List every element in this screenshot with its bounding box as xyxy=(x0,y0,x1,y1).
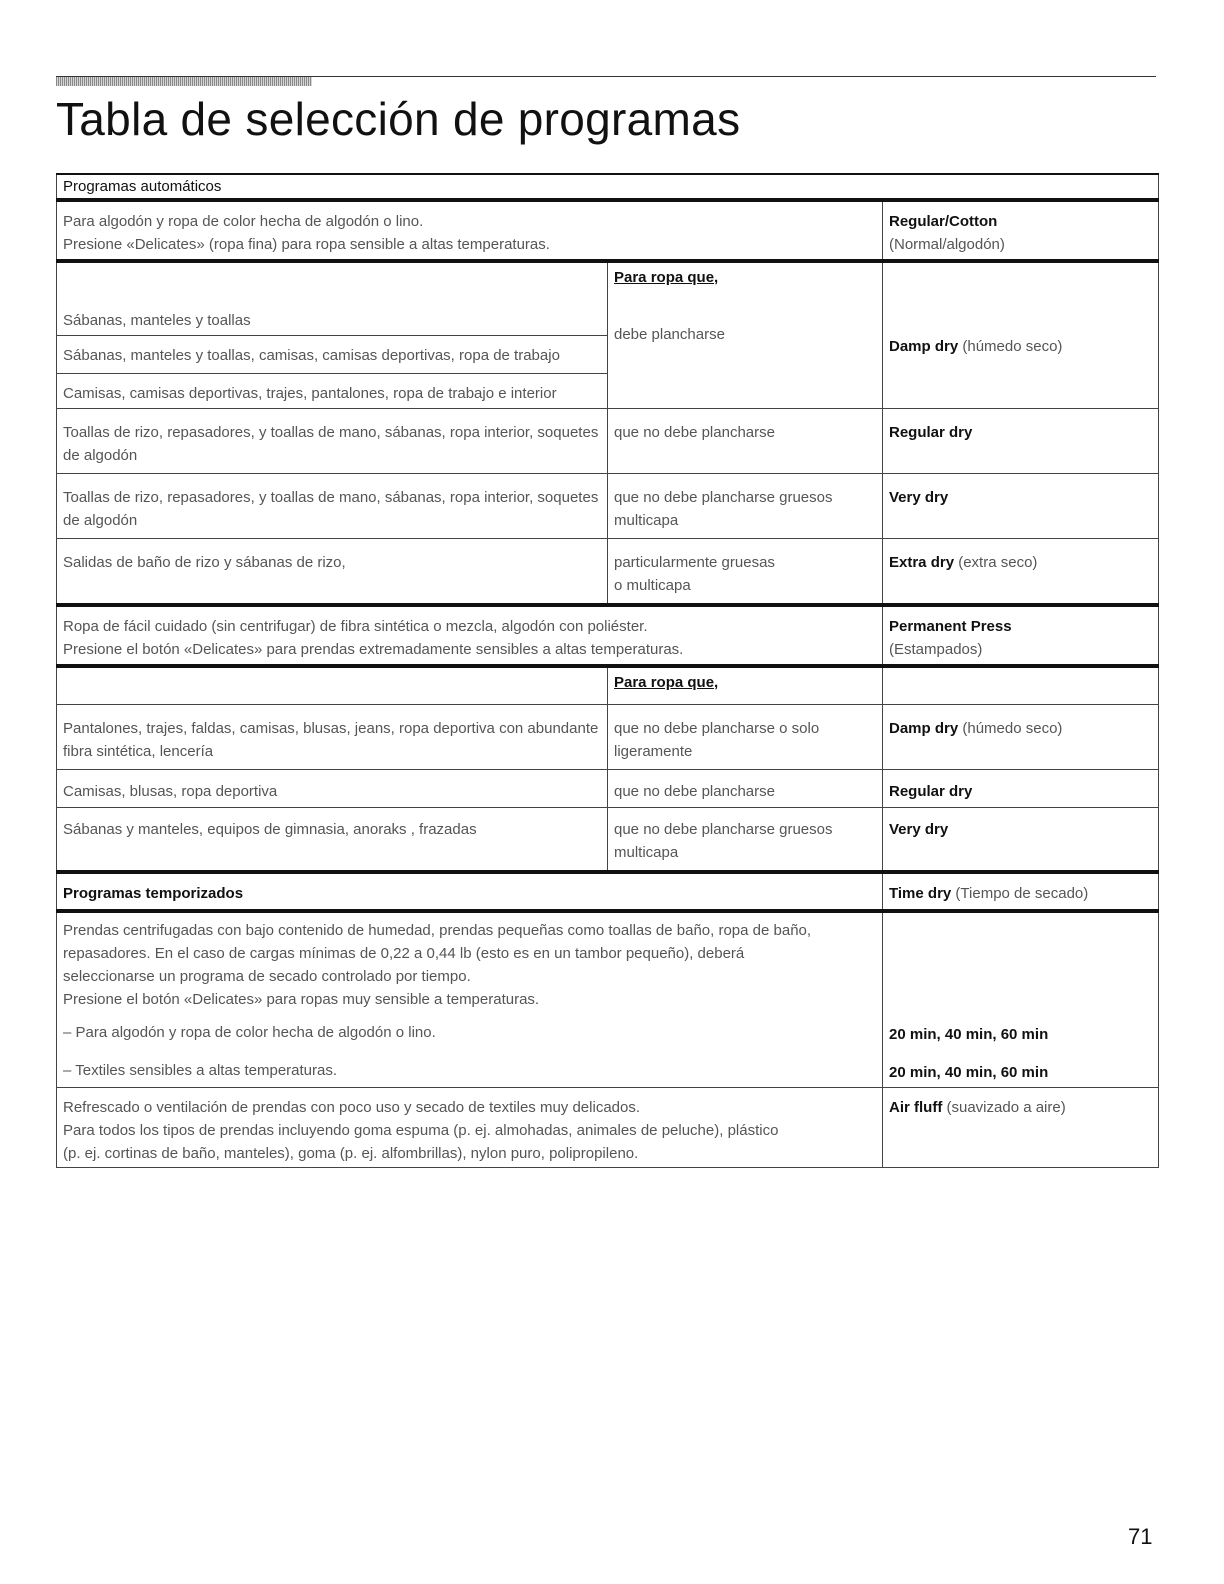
program-name: Damp dry xyxy=(889,720,959,737)
cotton-desc-2: Presione «Delicates» (ropa fina) para ropa sensible a altas temperaturas. xyxy=(63,236,550,253)
timed-option-times: 20 min, 40 min, 60 min xyxy=(883,1017,1159,1049)
program-sub: (húmedo seco) xyxy=(962,338,1063,355)
perm-desc-1: Ropa de fácil cuidado (sin centrifugar) de fibra sintética o mezcla, algodón con poliéster. xyxy=(63,618,648,635)
item: Sábanas y manteles, equipos de gimnasia, anoraks , frazadas xyxy=(57,808,608,873)
timed-desc-row xyxy=(57,911,1159,1017)
program-name: Very dry xyxy=(889,821,949,838)
program-name: Very dry xyxy=(889,489,949,506)
timed-desc-1: Prendas centrifugadas con bajo contenido de humedad, prendas pequeñas como toallas de baño, ropa de baño, xyxy=(63,922,812,939)
para-ropa-label: Para ropa que, xyxy=(614,269,719,286)
program-name: Regular dry xyxy=(889,424,973,441)
program-table xyxy=(56,173,1158,1168)
program-sub: (Estampados) xyxy=(889,641,983,658)
program-sub: (extra seco) xyxy=(958,554,1038,571)
program-name: Air fluff xyxy=(889,1099,943,1116)
table-row xyxy=(57,474,1159,539)
program-sub: (húmedo seco) xyxy=(962,720,1063,737)
program-sub: (suavizado a aire) xyxy=(946,1099,1066,1116)
table-row xyxy=(57,770,1159,808)
condition: que no debe plancharse xyxy=(608,770,883,808)
condition: debe plancharse xyxy=(614,326,725,343)
air-desc-2: Para todos los tipos de prendas incluyendo goma espuma (p. ej. almohadas, animales de peluche), plástico xyxy=(63,1122,779,1139)
item: Toallas de rizo, repasadores, y toallas de mano, sábanas, ropa interior, soquetes de algodón xyxy=(57,409,608,474)
program-name: Extra dry xyxy=(889,554,955,571)
page-title: Tabla de selección de programas xyxy=(56,93,741,145)
auto-header-row xyxy=(57,174,1159,200)
item: Toallas de rizo, repasadores, y toallas de mano, sábanas, ropa interior, soquetes de algodón xyxy=(57,474,608,539)
item: Sábanas, manteles y toallas, camisas, camisas deportivas, ropa de trabajo xyxy=(57,336,608,374)
perm-desc-2: Presione el botón «Delicates» para prendas extremadamente sensibles a altas temperaturas. xyxy=(63,641,684,658)
program-name: Regular dry xyxy=(889,783,973,800)
timed-desc-4: Presione el botón «Delicates» para ropas muy sensible a temperaturas. xyxy=(63,991,540,1008)
condition: que no debe plancharse xyxy=(608,409,883,474)
program-name: Permanent Press xyxy=(889,618,1012,635)
item: Camisas, blusas, ropa deportiva xyxy=(57,770,608,808)
timed-option-row xyxy=(57,1049,1159,1088)
table-row xyxy=(57,705,1159,770)
timed-option: – Para algodón y ropa de color hecha de algodón o lino. xyxy=(57,1017,883,1049)
perm-para-row xyxy=(57,666,1159,705)
condition: que no debe plancharse o solo ligeramente xyxy=(608,705,883,770)
timed-option-times: 20 min, 40 min, 60 min xyxy=(883,1049,1159,1088)
header-hatch-bar xyxy=(56,77,312,86)
cotton-desc-1: Para algodón y ropa de color hecha de algodón o lino. xyxy=(63,213,424,230)
program-sub: (Normal/algodón) xyxy=(889,236,1005,253)
table-row xyxy=(57,539,1159,606)
timed-option: – Textiles sensibles a altas temperaturas. xyxy=(57,1049,883,1088)
condition: particularmente gruesas xyxy=(614,554,775,571)
timed-desc-3: seleccionarse un programa de secado controlado por tiempo. xyxy=(63,968,471,985)
program-name: Regular/Cotton xyxy=(889,213,998,230)
table-row xyxy=(57,409,1159,474)
perm-desc-row xyxy=(57,605,1159,666)
page-number: 71 xyxy=(1128,1524,1153,1549)
air-fluff-row xyxy=(57,1088,1159,1168)
timed-desc-2: repasadores. En el caso de cargas mínimas de 0,22 a 0,44 lb (esto es en un tambor pequeño), deberá xyxy=(63,945,745,962)
condition: o multicapa xyxy=(614,577,691,594)
section-header: Programas automáticos xyxy=(57,174,1159,200)
condition: que no debe plancharse gruesos multicapa xyxy=(608,474,883,539)
air-desc-3: (p. ej. cortinas de baño, manteles), goma (p. ej. alfombrillas), nylon puro, polipropileno. xyxy=(63,1145,639,1162)
cotton-desc-row xyxy=(57,200,1159,261)
item: Salidas de baño de rizo y sábanas de rizo, xyxy=(57,539,608,606)
timed-header-row xyxy=(57,872,1159,911)
para-ropa-label: Para ropa que, xyxy=(614,674,719,691)
section-header: Programas temporizados xyxy=(63,885,244,902)
program-name: Damp dry xyxy=(889,338,959,355)
air-desc-1: Refrescado o ventilación de prendas con poco uso y secado de textiles muy delicados. xyxy=(63,1099,641,1116)
program-sub: (Tiempo de secado) xyxy=(955,885,1089,902)
timed-option-row xyxy=(57,1017,1159,1049)
item: Camisas, camisas deportivas, trajes, pantalones, ropa de trabajo e interior xyxy=(57,374,608,409)
program-name: Time dry xyxy=(889,885,952,902)
item: Sábanas, manteles y toallas xyxy=(57,299,608,336)
table-row xyxy=(57,808,1159,873)
item: Pantalones, trajes, faldas, camisas, blusas, jeans, ropa deportiva con abundante fibra sintética, lencería xyxy=(57,705,608,770)
cotton-para-row xyxy=(57,261,1159,299)
condition: que no debe plancharse gruesos multicapa xyxy=(608,808,883,873)
